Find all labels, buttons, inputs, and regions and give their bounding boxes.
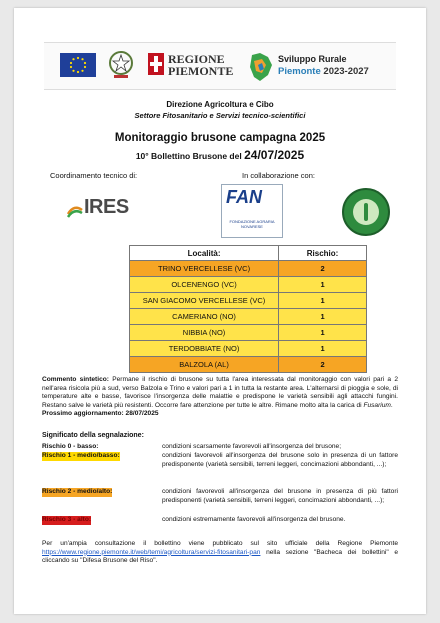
row-location: NIBBIA (NO): [130, 325, 279, 341]
comment-paragraph: Commento sintetico: Permane il rischio di brusone su tutta l'area interessata dal monitoraggio con valori pari a 2 nell'area risicola più a sud, verso Balzola e Trino e valori pari a 1 in tutta la restante area. L'alternarsi di pioggia e sole, di temperature alte e basse, favorisce l'insorgenza delle malattie e predispone le varietà sensibili agli attacchi fungini. Restano salve le varietà più resistenti. Occorre fare attenzione per tutte le altre. Rimane molto alta la carica di Fusarium. Prossimo aggiornamento: 28/07/2025: [42, 376, 398, 418]
comment-label: Commento sintetico:: [42, 376, 109, 383]
legend-key-2: Rischio 2 - medio/alto:: [42, 488, 113, 495]
risk-table-header: [130, 246, 367, 261]
logo-banner: [44, 42, 396, 90]
legend-desc-2: condizioni favorevoli all'insorgenza del brusone in presenza di più fattori predisponenti (varietà sensibili, terreni leggeri, concimazioni abbondanti, ...);: [162, 488, 398, 504]
fan-subtitle: FONDAZIONE AGRARIA NOVARESE: [229, 219, 275, 229]
footer-paragraph: [42, 540, 398, 566]
ires-name: IRES: [84, 196, 129, 218]
italian-emblem-icon: [108, 49, 134, 81]
row-risk: 1: [279, 341, 367, 357]
table-row: [130, 357, 367, 373]
program-line2: [278, 66, 369, 77]
next-update: Prossimo aggiornamento: 28/07/2025: [42, 410, 159, 418]
row-location: TERDOBBIATE (NO): [130, 341, 279, 357]
risk-header: Rischio:: [279, 246, 367, 261]
row-risk: 1: [279, 277, 367, 293]
bulletin-subtitle: [14, 148, 426, 162]
coordination-label: Coordinamento tecnico di:: [50, 171, 138, 180]
bulletin-number: 10° Bollettino Brusone del: [135, 151, 242, 161]
ente-risi-logo: [342, 188, 390, 236]
table-row: [130, 277, 367, 293]
row-location: SAN GIACOMO VERCELLESE (VC): [130, 293, 279, 309]
fan-logo: [221, 184, 283, 238]
row-risk: 1: [279, 309, 367, 325]
program-region: Piemonte: [278, 66, 321, 77]
sector-heading: Settore Fitosanitario e Servizi tecnico-scientifici: [134, 111, 306, 120]
eu-flag-icon: [60, 53, 96, 77]
legend-key-3: Rischio 3 - alto:: [42, 516, 92, 523]
row-location: CAMERIANO (NO): [130, 309, 279, 325]
piemonte-shield-icon: [148, 53, 164, 75]
program-years: 2023-2027: [323, 66, 369, 77]
rice-plant-icon: [353, 199, 379, 225]
risk-table: [129, 245, 367, 373]
legend-desc-3: condizioni estremamente favorevoli all'insorgenza del brusone.: [162, 516, 346, 523]
table-row: [130, 293, 367, 309]
regione-piemonte-logo: [148, 52, 234, 79]
table-row: [130, 309, 367, 325]
row-risk: 2: [279, 357, 367, 373]
table-row: [130, 325, 367, 341]
table-row: [130, 261, 367, 277]
regione-piemonte-link[interactable]: https://www.regione.piemonte.it/web/temi/agricoltura/servizi-fitosanitari-pan: [42, 548, 261, 556]
region-line1: REGIONE: [168, 52, 225, 66]
collaboration-label: In collaborazione con:: [242, 171, 315, 180]
location-header: Località:: [130, 246, 279, 261]
legend-desc-1: condizioni favorevoli all'insorgenza del brusone solo in presenza di un fattore predisponente (varietà sensibili, terreni leggeri, concimazioni abbondanti, ...);: [162, 452, 398, 468]
bulletin-page: [14, 8, 426, 614]
legend-desc-0: condizioni scarsamente favorevoli all'insorgenza del brusone;: [162, 443, 342, 450]
ires-wave-icon: [66, 202, 84, 220]
footer-text-after: nella sezione "Bacheca dei bollettini" e cliccando su "Difesa Brusone del Riso".: [42, 548, 398, 565]
row-risk: 1: [279, 325, 367, 341]
sviluppo-rurale-logo: [248, 47, 388, 85]
table-row: [130, 341, 367, 357]
comment-text: Permane il rischio di brusone su tutta l'area interessata dal monitoraggio con valori pari a 2 nell'area risicola più a sud, verso Balzola e Trino e valori pari a 1 in tutta la restante area. L'alternarsi di pioggia e sole, di temperature alte e basse, favorisce l'insorgenza delle malattie e predispone le varietà sensibili agli attacchi fungini. Restano salve le varietà più resistenti. Occorre fare attenzione per tutte le altre. Rimane molto alta la carica di: [42, 376, 398, 409]
row-location: TRINO VERCELLESE (VC): [130, 261, 279, 277]
comment-fusarium: Fusarium: [363, 401, 391, 409]
row-risk: 1: [279, 293, 367, 309]
program-line1: Sviluppo Rurale: [278, 54, 347, 64]
row-location: BALZOLA (AL): [130, 357, 279, 373]
legend-key-1: Rischio 1 - medio/basso:: [42, 452, 120, 459]
footer-text-before: Per un'ampia consultazione il bollettino viene pubblicato sul sito ufficiale della Regione Piemonte: [42, 540, 398, 547]
row-location: OLCENENGO (VC): [130, 277, 279, 293]
legend-title: Significato della segnalazione:: [42, 432, 144, 439]
bulletin-date: 24/07/2025: [244, 148, 305, 162]
row-risk: 2: [279, 261, 367, 277]
ires-logo: [66, 196, 136, 226]
piemonte-map-icon: [248, 51, 274, 83]
bulletin-title: Monitoraggio brusone campagna 2025: [114, 132, 326, 144]
regione-piemonte-text: [168, 53, 233, 77]
legend-key-0: Rischio 0 - basso:: [42, 443, 99, 450]
department-heading: Direzione Agricoltura e Cibo: [166, 100, 274, 109]
fan-name: FAN: [226, 187, 262, 207]
region-line2: PIEMONTE: [168, 64, 234, 78]
